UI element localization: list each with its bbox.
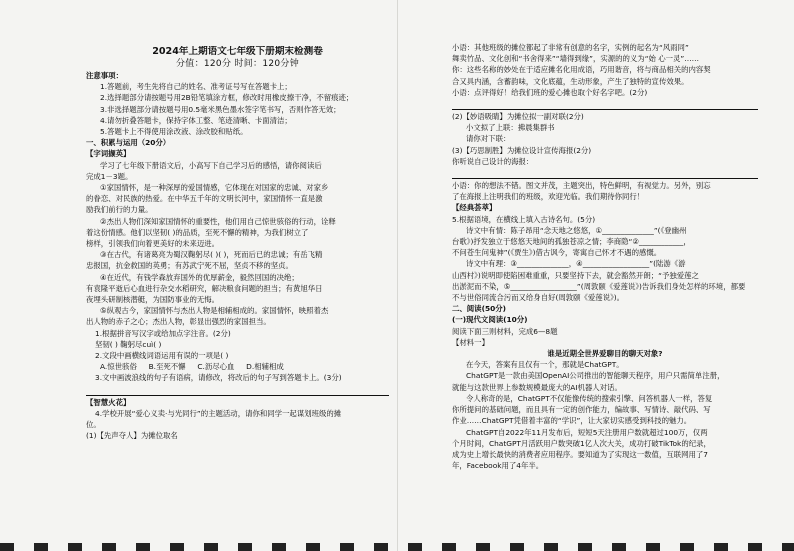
paragraph-line: ⑤纵观古今，家国情怀与杰出人物是相辅相成的。家国情怀，映照着杰 <box>100 306 329 316</box>
question-5-line: 诗文中有情：陈子昂用“念天地之悠悠，①______________”(《登幽州 <box>466 225 687 235</box>
question-5-line: 出淤泥而不染，⑤__________________”(周敦颐《爱莲说》)告诉我们身处怎样的环境，都要 <box>452 281 746 291</box>
question-4-cont: 位。 <box>86 420 101 430</box>
paragraph-line: ④在近代，有钱学森放弃国外的优厚薪金，毅然回国的决绝； <box>100 272 299 282</box>
dialogue-line: 小语：你的想法不错。图文并茂，主题突出，特色鲜明，有视觉力。另外，别忘 <box>452 181 711 191</box>
material-line: 作业……ChatGPT凭借着丰富的“学识”，让大家切实感受到科技的魅力。 <box>452 416 692 426</box>
subsection-heading: 【字词撷英】 <box>86 149 131 159</box>
question-4: 4.学校开展“爱心义卖·与光同行”的主题活动，请你和同学一起谋划班级的摊 <box>95 408 342 418</box>
option-d: D.相辅相成 <box>246 362 284 372</box>
paragraph-line: 榜样，引领我们向着更美好的未来迈进。 <box>86 239 220 249</box>
paragraph-line: ③在古代，有诸葛亮为蜀汉鞠躬尽( )( )，死而后已的忠诚；有岳飞精 <box>100 250 323 260</box>
question-1: 1.根据拼音写汉字或给加点字注音。(2分) <box>95 328 231 338</box>
bottom-cut-line <box>0 543 794 551</box>
question-3: 3.文中画波浪线的句子有语病，请修改，将改后的句子写到答题卡上。(3分) <box>95 373 342 383</box>
paragraph-line: 出人物的赤子之心；杰出人物，彰显出强烈的家国担当。 <box>86 317 271 327</box>
material-line: 令人称奇的是，ChatGPT不仅能像传统的搜索引擎、问答机器人一样，答复 <box>466 393 713 403</box>
question-2-options <box>86 361 389 372</box>
option-b: B.至死不懈 <box>148 362 186 372</box>
paragraph-line: ①家国情怀，是一种深厚的爱国情感，它体现在对国家的忠诚、对家乡 <box>100 183 329 193</box>
answer-rule <box>86 385 389 396</box>
left-column <box>86 46 389 442</box>
paragraph-line: 学习了七年级下册语文后，小高写下自己学习后的感悟，请你阅读后 <box>100 160 322 170</box>
material-label: 【材料一】 <box>452 337 489 347</box>
subsection-heading: (一)现代文阅读(10分) <box>452 315 528 325</box>
question-5-line: 不问苍生问鬼神”(《贾生》)借古讽今，寄寓自己怀才不遇的感慨。 <box>452 248 662 258</box>
reading-intro: 阅读下面三则材料，完成6—8题 <box>452 326 558 336</box>
answer-rule <box>452 168 758 179</box>
question-2: 2.文段中画横线词语运用有误的一项是( ) <box>95 351 229 361</box>
question-4-2-line: 小文拟了上联：拂晨集群书 <box>466 123 555 133</box>
dialogue-line: 你：这些名称的妙处在于适应摊名化用成语，巧用谐音，将与商品相关的内容契 <box>452 65 711 75</box>
notice-item: 5.答题卡上不得使用涂改液、涂改胶和贴纸。 <box>100 127 248 137</box>
paragraph-line: 着这份情感。他们以坚韧( )的品质，至死不懈的精神，为我们树立了 <box>86 227 309 237</box>
material-line: 就能与这款世界上参数规模最庞大的AI机器人对话。 <box>452 382 622 392</box>
question-4-2: (2)【妙语吸睛】为摊位拟一副对联(2分) <box>452 112 584 122</box>
dialogue-line: 合又具内涵，含蓄韵味，文化底蕴，生动形象，产生了独特的宣传效果。 <box>452 76 689 86</box>
material-line: 你所提问的基础问题，而且具有一定的创作能力，编故事、写情诗、敲代码、写 <box>452 405 711 415</box>
dialogue-line: 小语：其他班级的摊位都起了非常有创意的名字，实例的起名为“风雨同” <box>452 43 689 52</box>
question-5-line: 山西村》)说明即使陷困难重重，只要坚持下去，就会豁然开朗；“予独爱莲之 <box>452 270 699 280</box>
fold-line <box>397 0 398 551</box>
question-4-sub: (1)【先声夺人】为摊位取名 <box>86 431 178 441</box>
question-5: 5.根据语境，在横线上填入古诗名句。(5分) <box>452 214 596 224</box>
subsection-heading: 【经典荟萃】 <box>452 203 497 213</box>
exam-title: 2024年上期语文七年级下册期末检测卷 <box>152 46 323 57</box>
paragraph-line: 完成1－3题。 <box>86 171 133 181</box>
notice-item: 4.请勿折叠答题卡，保持字体工整、笔迹清晰、卡面清洁； <box>100 115 292 125</box>
notice-heading: 注意事项： <box>86 71 123 80</box>
answer-rule <box>452 99 758 110</box>
notice-item: 3.非选择题部分请按题号用0.5毫米黑色墨水签字笔书写，否则作答无效； <box>100 104 341 114</box>
notice-item: 2.选择题部分请按题号用2B铅笔填涂方框，修改时用橡皮擦干净，不留痕迹； <box>100 93 354 103</box>
question-4-3: (3)【巧思制胜】为摊位设计宣传海报(2分) <box>452 145 592 155</box>
material-line: 在今天，答案有且仅有一个，那就是ChatGPT。 <box>466 360 624 370</box>
question-5-line: 台歌》)抒发独立于悠悠天地间的孤独苍凉之情；李商隐“②____________， <box>452 237 691 247</box>
question-4-2-line: 请你对下联： <box>466 134 511 144</box>
score-time: 分值：120分 时间：120分钟 <box>175 59 300 69</box>
material-line: ChatGPT自2022年11月发布后，短短5天注册用户数就超过100万，仅两 <box>466 427 708 437</box>
material-line: 年，Facebook用了4年半。 <box>452 461 544 471</box>
paragraph-line: 夜埋头研制核潜艇，为国防事业的无悔。 <box>86 295 220 305</box>
paragraph-line: 有袁隆平逝后心血进行杂交水稻研究，解决粮食问题的担当；有黄旭华日 <box>86 283 323 293</box>
dialogue-line: 了在海报上注明我们的班级，欢迎光临。我们期待你同行！ <box>452 192 645 202</box>
section-heading: 二、阅读(50分) <box>452 304 506 314</box>
dialogue-line: 小语：点评得好！给我们班的爱心摊也取个好名字吧。(2分) <box>452 87 648 97</box>
material-line: ChatGPT是一款由美国OpenAI公司推出的智能聊天程序，用户只需简单注册， <box>466 371 725 381</box>
option-c: C.沥尽心血 <box>197 362 235 372</box>
material-title: 谁是近期全世界爱聊目的聊天对象? <box>547 349 663 359</box>
notice-item: 1.答题前，考生先将自己的姓名、准考证号写在答题卡上； <box>100 82 292 92</box>
paragraph-line: 励我们前行的力量。 <box>86 205 153 215</box>
question-5-line: 诗文中有理：③______________，④__________________”(陆游《游 <box>466 259 686 269</box>
question-5-line: 不与世俗同流合污而又给身自好(周敦颐《爱莲说》)。 <box>452 293 625 303</box>
section-heading: 一、积累与运用（20分） <box>86 138 171 148</box>
question-1-blanks: 坚韧( ) 鞠躬尽cuì( ) <box>95 339 162 349</box>
material-line: 个月时间，ChatGPT月活跃用户数突破1亿人次大关，成功打破TikTok的纪录， <box>452 438 711 448</box>
material-line: 成为史上增长最快的消费者应用程序。要知道为了实现这一数值，互联网用了7 <box>452 449 708 459</box>
subsection-heading: 【智慧火花】 <box>86 397 131 407</box>
dialogue-line: 舞卖竹品、文化创和“书舍得来”“墙得到缘”，实源的的义为“始 心一灵”…… <box>452 54 700 64</box>
paragraph-line: 的眷恋、对民族的热爱。在中华五千年的文明长河中，家国情怀一直是激 <box>86 194 323 204</box>
right-column <box>452 42 758 471</box>
question-4-3-line: 你听说自己设计的海报： <box>452 156 534 166</box>
paragraph-line: ②杰出人物们深知家国情怀的重要性，他们用自己惊世骇俗的行动，诠释 <box>100 216 336 226</box>
paragraph-line: 忠报国，抗金救国的英勇；有苏武宁死不屈，坚贞不移的坚贞。 <box>86 261 293 271</box>
option-a: A.惊世骇俗 <box>100 362 137 372</box>
